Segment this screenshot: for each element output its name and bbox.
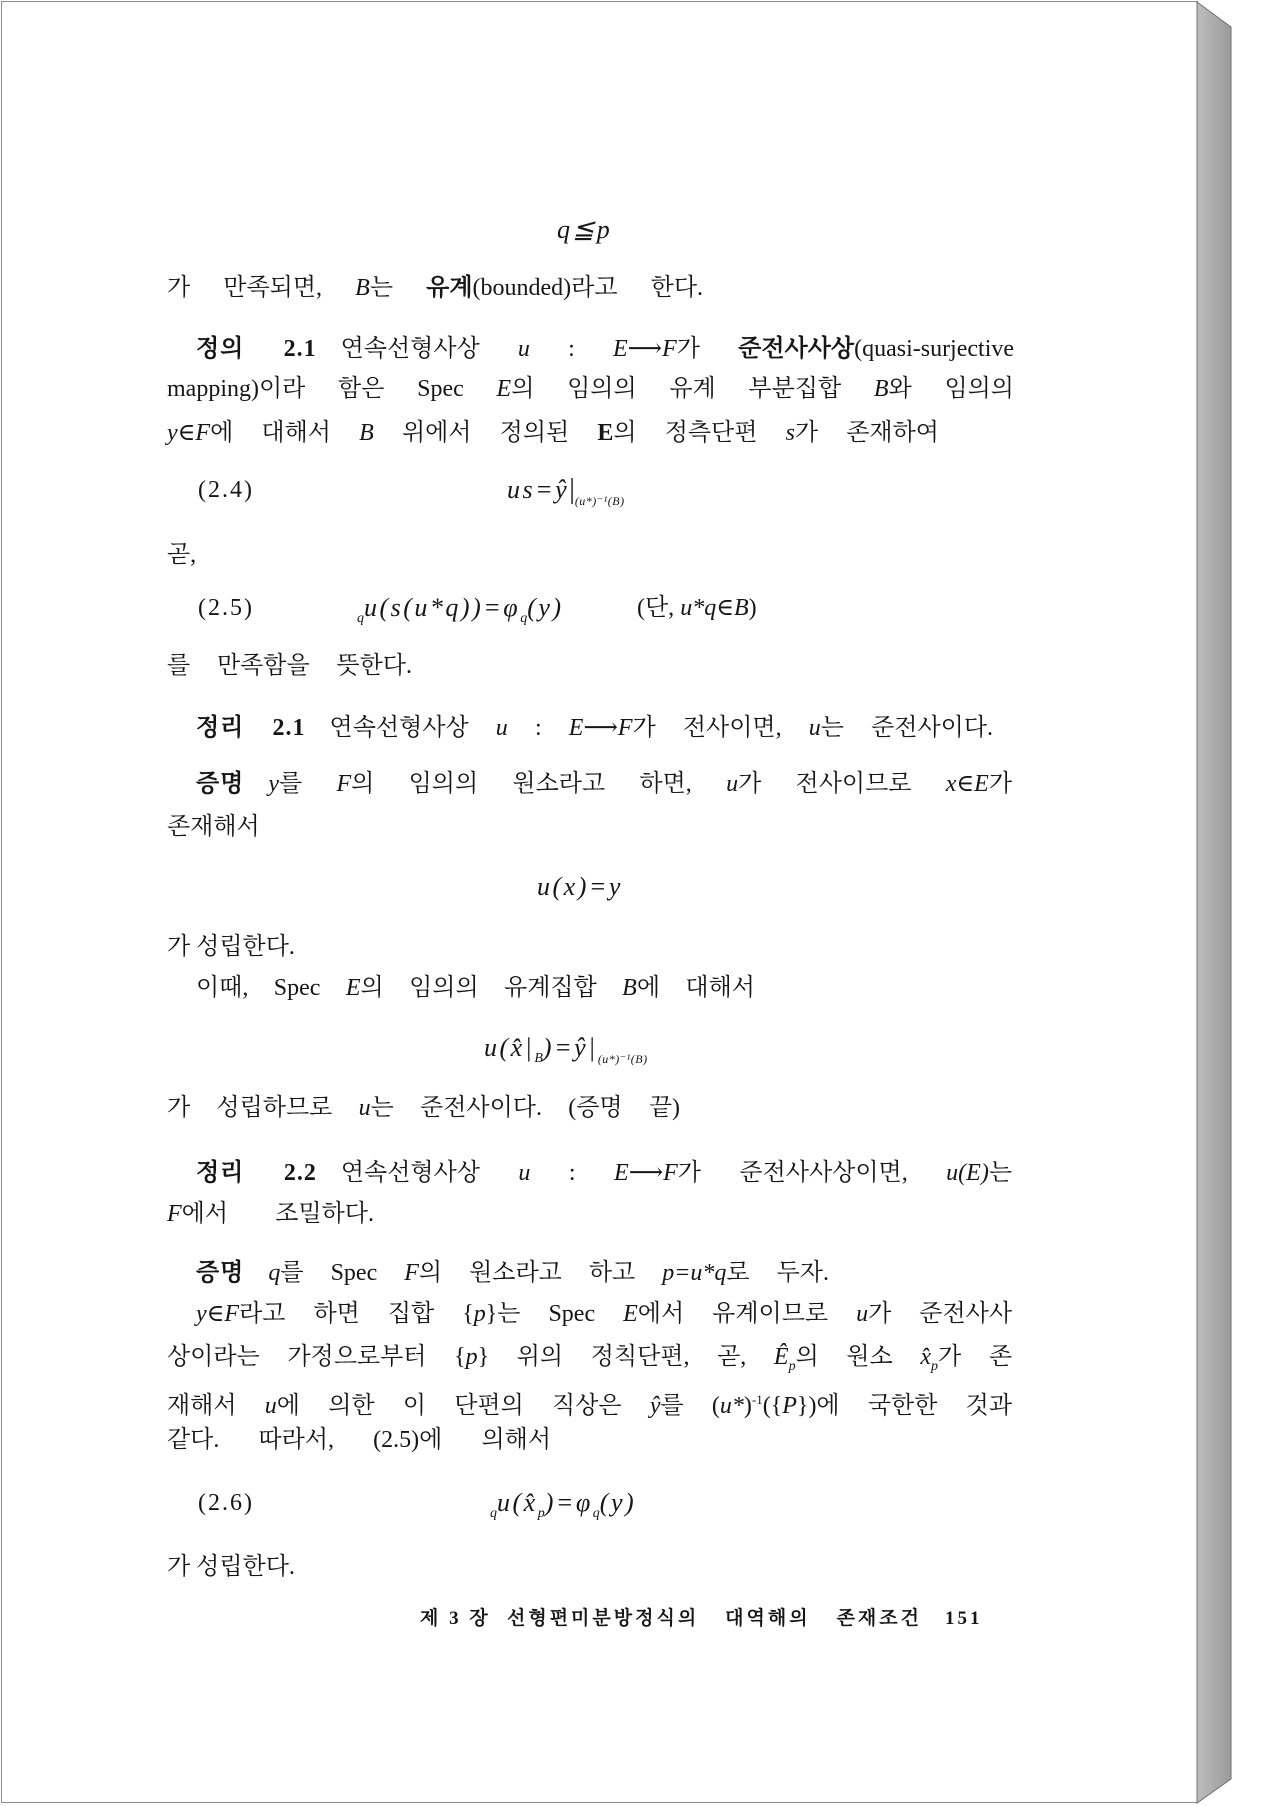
- math-variable: u(E): [946, 1160, 989, 1186]
- text-run: mapping)이라 함은 Spec: [167, 376, 497, 402]
- math-variable: p=u*q: [662, 1260, 727, 1286]
- defined-term: 유계: [426, 275, 473, 301]
- subscript: B: [534, 1051, 543, 1066]
- subscript: q: [592, 1506, 600, 1521]
- subscript: p: [537, 1506, 545, 1521]
- paragraph-line: 곧,: [167, 542, 197, 568]
- equation-body: )=φ: [544, 1488, 593, 1517]
- math-variable: u*q: [680, 595, 717, 621]
- display-formula: [537, 870, 623, 904]
- text-run: 상이라는 가정으로부터 {: [167, 1344, 466, 1370]
- math-variable: u: [264, 1393, 277, 1419]
- proof-line: [167, 1091, 680, 1125]
- text-run: 에 대해서: [210, 420, 360, 446]
- text-run: 의 임의의 유계 부분집합: [511, 376, 874, 402]
- arrow-symbol: ⟶: [583, 715, 618, 741]
- math-variable: u: [808, 715, 821, 741]
- formula-text: )=ŷ|: [542, 1033, 598, 1062]
- text-run: :: [530, 1160, 615, 1186]
- text-run: 의 임의의 유계집합: [360, 975, 623, 1001]
- math-variable: x̂: [920, 1344, 932, 1370]
- text-run: 위에서 정의된: [373, 420, 598, 446]
- text-run: 연속선형사상: [340, 336, 518, 362]
- left-subscript: q: [357, 611, 364, 626]
- text-run: 가 준전사사: [868, 1301, 1013, 1327]
- definition-line: [196, 332, 1014, 366]
- proof-line: [196, 767, 1012, 801]
- math-variable: E: [568, 715, 584, 741]
- math-variable: E: [613, 336, 628, 362]
- text-run: 는: [369, 275, 427, 301]
- proof-line: [196, 971, 755, 1005]
- math-variable: F: [617, 715, 633, 741]
- math-variable: u: [856, 1301, 869, 1327]
- element-of-symbol: ∈: [716, 595, 734, 621]
- equation: [490, 1486, 636, 1520]
- math-variable: B: [873, 376, 889, 402]
- equation-body: us=ŷ: [507, 475, 570, 504]
- text-run: (bounded)라고 한다.: [472, 275, 704, 301]
- page-edge-shadow: [1197, 2, 1231, 1803]
- text-run: :: [507, 715, 569, 741]
- math-variable: P: [782, 1393, 797, 1419]
- restriction-subscript: (u*)⁻¹(B): [597, 1052, 648, 1066]
- math-variable: p: [465, 1344, 478, 1370]
- equation-number: (2.6): [198, 1490, 254, 1516]
- equation-number: (2.4): [198, 477, 254, 503]
- text-run: 의 임의의 원소라고 하면,: [351, 771, 727, 797]
- equation-argument: (y): [527, 593, 564, 622]
- text-run: ): [748, 595, 757, 621]
- equation-body: u(s(u*q))=φ: [364, 593, 521, 622]
- math-variable: E: [597, 420, 614, 446]
- math-variable: F: [336, 771, 352, 797]
- text-run: ({: [762, 1393, 783, 1419]
- text-run: 의 원소라고 하고: [418, 1260, 663, 1286]
- text-run: :: [529, 336, 613, 362]
- paragraph-line: 를 만족함을 뜻한다.: [167, 653, 412, 679]
- text-run: ): [743, 1393, 752, 1419]
- text-run: 가 만족되면,: [167, 275, 356, 301]
- math-variable: F: [663, 1160, 678, 1186]
- text-run: 를: [279, 771, 337, 797]
- math-variable: y: [167, 420, 178, 446]
- equation: [357, 591, 564, 625]
- theorem-label: 정리 2.1: [196, 715, 306, 741]
- definition-line: [167, 372, 1014, 406]
- math-variable: s: [785, 420, 795, 446]
- theorem-line: [196, 711, 993, 745]
- math-variable: B: [355, 275, 370, 301]
- formula-text: u(x̂|: [484, 1033, 535, 1062]
- proof-label: 증명: [196, 771, 245, 797]
- formula-text: u(x)=y: [537, 872, 623, 901]
- equation-condition: [637, 591, 757, 625]
- math-variable: u*: [719, 1393, 744, 1419]
- text-run: (단,: [637, 595, 681, 621]
- display-formula: [557, 213, 612, 247]
- text-run: 재해서: [167, 1393, 265, 1419]
- math-variable: E: [345, 975, 361, 1001]
- defined-term: 준전사사상: [738, 336, 855, 362]
- math-variable: u: [518, 1160, 531, 1186]
- page-number: 151: [945, 1608, 983, 1629]
- text-run: 를 (: [660, 1393, 720, 1419]
- equation-argument: (y): [599, 1488, 637, 1517]
- proof-label: 증명: [196, 1260, 245, 1286]
- element-of-symbol: ∈: [956, 771, 975, 797]
- arrow-symbol: ⟶: [627, 336, 663, 362]
- text-run: 는: [988, 1160, 1013, 1186]
- text-run: })에 국한한 것과: [796, 1393, 1013, 1419]
- text-run: 연속선형사상: [340, 1160, 519, 1186]
- text-run: 는 준전사이다. (증명 끝): [370, 1095, 680, 1121]
- text-run: 가: [676, 336, 739, 362]
- subscript: p: [788, 1359, 796, 1374]
- text-run: 가 전사이므로: [738, 771, 946, 797]
- text-run: 이때, Spec: [196, 975, 346, 1001]
- text-run: } 위의 정칙단편, 곧,: [477, 1344, 774, 1370]
- text-run: 를 Spec: [280, 1260, 405, 1286]
- text-run: 로 두자.: [726, 1260, 829, 1286]
- display-formula: [484, 1031, 648, 1065]
- text-run: 의 원소: [795, 1344, 921, 1370]
- theorem-line: [167, 1197, 374, 1231]
- text-run: 가 존: [938, 1344, 1013, 1370]
- math-variable: F: [195, 420, 211, 446]
- math-variable: E: [974, 771, 989, 797]
- math-variable: E: [496, 376, 512, 402]
- proof-line: 가 성립한다.: [167, 1554, 295, 1580]
- math-variable: x: [945, 771, 957, 797]
- math-variable: p: [473, 1301, 486, 1327]
- restriction-subscript: (u*)⁻¹(B): [574, 494, 625, 508]
- footer-chapter: 제 3 장: [420, 1608, 491, 1629]
- math-variable: B: [622, 975, 637, 1001]
- math-variable: q: [268, 1260, 281, 1286]
- text-run: 에서 조밀하다.: [181, 1201, 374, 1227]
- text-run: 가 전사이면,: [632, 715, 809, 741]
- math-variable: u: [517, 336, 530, 362]
- text-run: }는 Spec: [485, 1301, 624, 1327]
- formula-text: q≦p: [557, 215, 613, 244]
- text-run: 가: [988, 771, 1012, 797]
- equation-body: u(x̂: [497, 1488, 538, 1517]
- theorem-line: [196, 1156, 1012, 1190]
- proof-line: [196, 1256, 829, 1290]
- math-variable: B: [359, 420, 374, 446]
- text-run: 에 의한 이 단편의 직상은: [276, 1393, 650, 1419]
- math-variable: F: [404, 1260, 419, 1286]
- text-run: 는 준전사이다.: [820, 715, 994, 741]
- text-run: 의 정측단편: [613, 420, 786, 446]
- math-variable: y: [268, 771, 280, 797]
- math-variable: u: [358, 1095, 371, 1121]
- math-variable: B: [733, 595, 749, 621]
- math-variable: y∈F: [196, 1301, 240, 1327]
- text-run: 가 준전사사상이면,: [677, 1160, 947, 1186]
- text-run: 에서 유계이므로: [637, 1301, 857, 1327]
- definition-label: 정의 2.1: [196, 336, 317, 362]
- left-subscript: q: [490, 1506, 497, 1521]
- math-variable: ŷ: [649, 1393, 661, 1419]
- paragraph-line: [167, 271, 703, 305]
- text-run: 라고 하면 집합 {: [239, 1301, 474, 1327]
- proof-line: 가 성립한다.: [167, 934, 295, 960]
- element-of-symbol: ∈: [177, 420, 196, 446]
- theorem-label: 정리 2.2: [196, 1160, 317, 1186]
- superscript: -1: [751, 1392, 763, 1407]
- proof-line: [167, 1383, 1012, 1417]
- text-run: (quasi-surjective: [854, 336, 1015, 362]
- equation: [507, 473, 625, 507]
- text-run: 와 임의의: [888, 376, 1014, 402]
- proof-line: 같다. 따라서, (2.5)에 의해서: [167, 1427, 551, 1453]
- arrow-symbol: ⟶: [628, 1160, 664, 1186]
- text-run: 가 성립하므로: [167, 1095, 359, 1121]
- proof-line: 존재해서: [167, 814, 260, 840]
- text-run: 에 대해서: [636, 975, 755, 1001]
- math-variable: u: [726, 771, 739, 797]
- footer-chapter-title: 선형편미분방정식의 대역해의 존재조건: [507, 1608, 922, 1629]
- math-variable: E: [623, 1301, 638, 1327]
- subscript: q: [520, 611, 528, 626]
- subscript: p: [931, 1359, 939, 1374]
- text-run: 가 존재하여: [794, 420, 939, 446]
- math-variable: u: [495, 715, 508, 741]
- definition-line: [167, 416, 939, 450]
- math-variable: Ê: [773, 1344, 789, 1370]
- equation-number: (2.5): [198, 595, 254, 621]
- text-run: 연속선형사상: [329, 715, 496, 741]
- math-variable: E: [614, 1160, 629, 1186]
- restriction-bar: |: [569, 474, 575, 505]
- math-variable: F: [167, 1201, 182, 1227]
- math-variable: F: [662, 336, 677, 362]
- proof-line: [167, 1340, 1012, 1374]
- proof-line: [196, 1297, 1012, 1331]
